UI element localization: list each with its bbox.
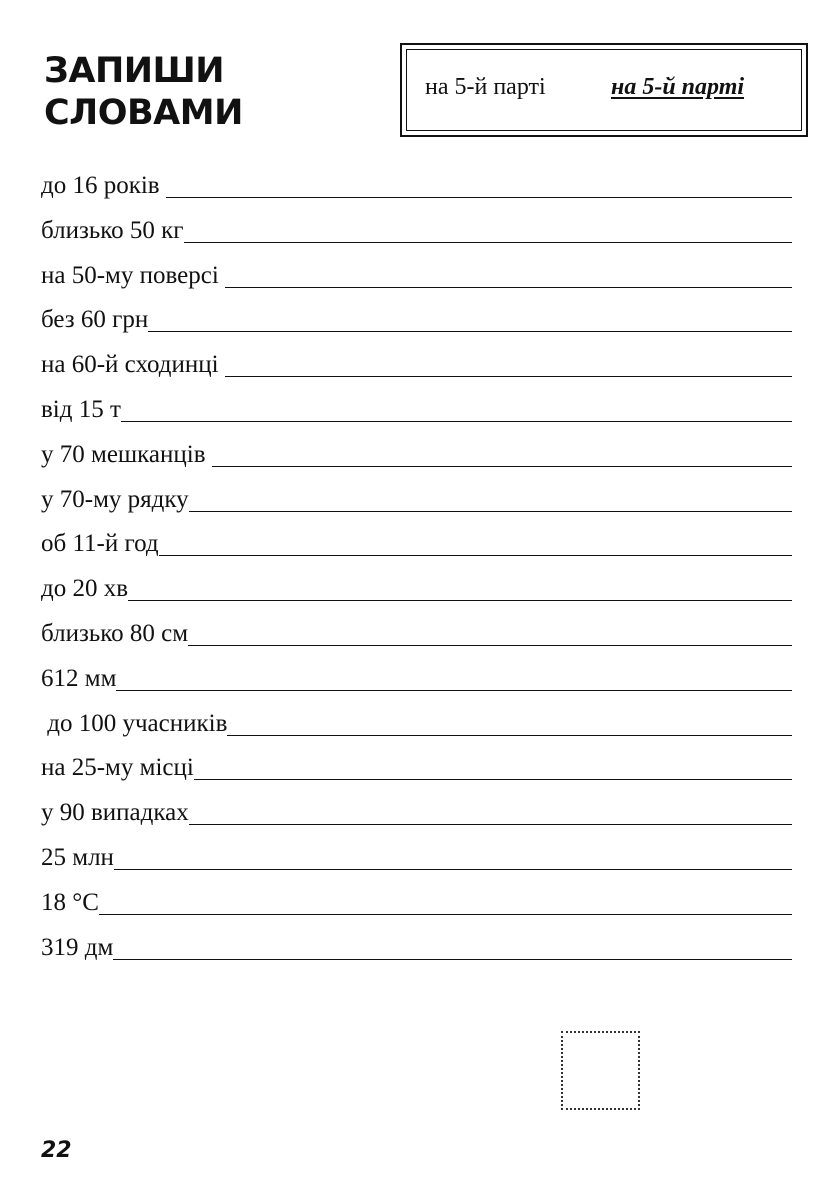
exercise-prompt: 319 дм (41, 933, 114, 961)
exercise-prompt: до 16 років (41, 172, 166, 199)
answer-line[interactable] (212, 465, 792, 467)
exercise-row (41, 663, 792, 693)
answer-line[interactable] (116, 689, 792, 691)
answer-line[interactable] (188, 644, 792, 646)
answer-line[interactable] (227, 734, 792, 736)
exercise-prompt: близько 50 кг (41, 216, 184, 244)
exercise-row (41, 304, 792, 334)
exercise-prompt: на 50-му поверсі (41, 261, 226, 289)
exercise-prompt: до 100 учасників (41, 709, 228, 737)
answer-line[interactable] (225, 375, 792, 377)
answer-line[interactable] (99, 913, 792, 915)
exercise-prompt: у 70 мешканців (41, 440, 212, 468)
exercise-row (41, 842, 792, 872)
answer-line[interactable] (189, 510, 792, 512)
exercise-row (41, 708, 792, 738)
exercise-prompt: у 90 випадках (41, 799, 189, 827)
exercise-row (41, 618, 792, 648)
exercise-prompt: на 25-му місці (41, 754, 194, 782)
exercise-row (41, 439, 792, 469)
exercise-row (41, 215, 792, 245)
page-number: 22 (41, 1138, 72, 1163)
exercise-row (41, 932, 792, 962)
exercise-row (41, 887, 792, 917)
exercise-row (41, 349, 792, 379)
answer-line[interactable] (194, 778, 792, 780)
example-answer: на 5-й парті (611, 74, 745, 100)
exercise-row (41, 573, 792, 603)
exercise-row (41, 394, 792, 424)
answer-line[interactable] (159, 554, 792, 556)
exercise-prompt: 18 °С (41, 888, 99, 916)
answer-line[interactable] (184, 241, 792, 243)
answer-line[interactable] (148, 330, 792, 332)
exercise-prompt: об 11-й год (41, 530, 159, 558)
answer-line[interactable] (114, 868, 792, 870)
example-source: на 5-й парті (425, 74, 546, 100)
exercise-prompt: 25 млн (41, 844, 114, 871)
exercise-prompt: від 15 т (41, 396, 121, 423)
exercise-prompt: до 20 хв (41, 575, 129, 603)
checkmark-box (561, 1031, 640, 1110)
exercise-prompt: без 60 грн (41, 306, 149, 334)
exercise-row (41, 528, 792, 558)
exercise-row (41, 260, 792, 290)
exercise-prompt: на 60-й сходинці (41, 351, 225, 379)
exercise-prompt: 612 мм (41, 664, 117, 692)
exercise-prompt: близько 80 см (41, 620, 189, 647)
answer-line[interactable] (113, 958, 792, 960)
answer-line[interactable] (121, 420, 792, 422)
exercise-prompt: у 70-му рядку (41, 485, 189, 513)
exercise-row (41, 752, 792, 782)
answer-line[interactable] (225, 286, 792, 288)
answer-line[interactable] (166, 196, 792, 198)
answer-line[interactable] (128, 599, 792, 601)
exercise-row (41, 484, 792, 514)
answer-line[interactable] (189, 823, 792, 825)
title-line-2: СЛОВАМИ (44, 93, 243, 133)
exercise-row (41, 170, 792, 200)
exercise-row (41, 797, 792, 827)
title-line-1: ЗАПИШИ (44, 51, 225, 91)
